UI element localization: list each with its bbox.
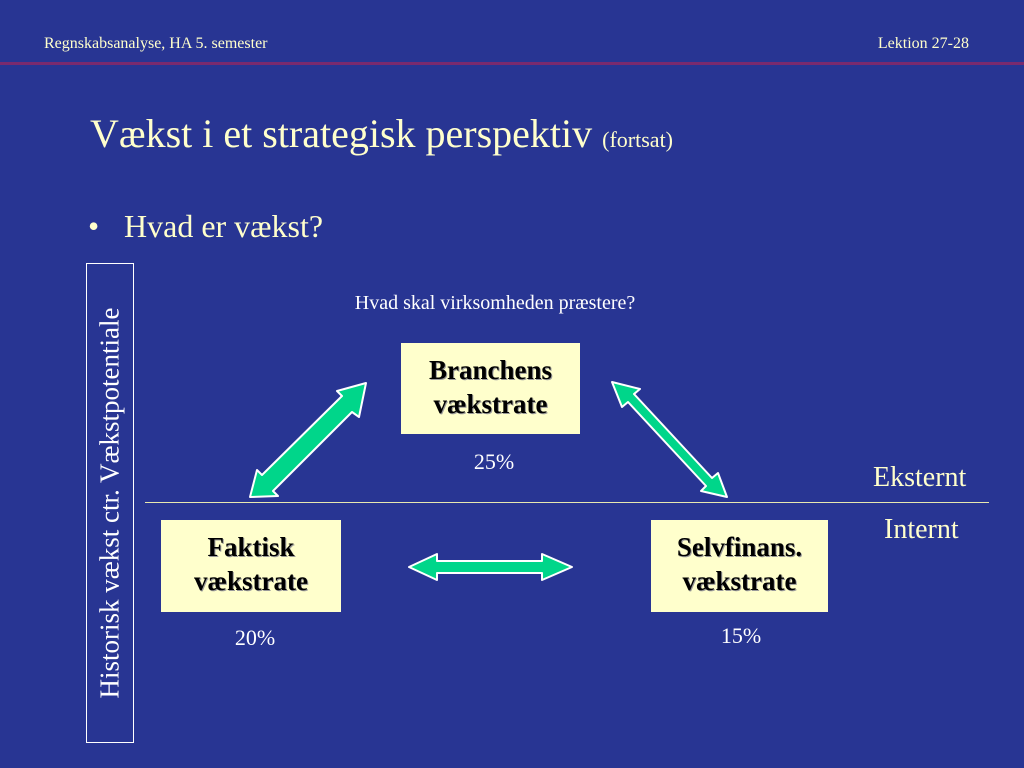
diagram-question: Hvad skal virksomheden præstere? [354, 292, 636, 314]
double-arrow-right [612, 382, 727, 497]
actual-growth-line2: vækstrate [194, 566, 308, 596]
slide-title [90, 110, 673, 157]
industry-growth-line1: Branchens [428, 355, 553, 385]
bullet-item [88, 208, 323, 245]
double-arrow-bottom [409, 554, 572, 580]
actual-growth-percent: 20% [234, 625, 276, 650]
actual-growth-line1: Faktisk [207, 532, 295, 562]
industry-growth-box [401, 343, 580, 434]
self-financed-growth-line1: Selvfinans. [676, 532, 803, 562]
lecture-header: Lektion 27-28 [877, 35, 969, 52]
external-label: Eksternt [873, 462, 967, 493]
header-divider [0, 62, 1024, 65]
vertical-label-box [86, 263, 134, 743]
bullet-marker: • [88, 208, 100, 244]
slide-title-suffix: (fortsat) [602, 127, 674, 152]
bullet-text: Hvad er vækst? [124, 208, 324, 244]
self-financed-growth-line2: vækstrate [682, 566, 797, 596]
self-financed-growth-box [651, 520, 828, 612]
industry-growth-line2: vækstrate [433, 389, 548, 419]
external-internal-divider [145, 502, 989, 503]
internal-label: Internt [884, 514, 959, 545]
course-header: Regnskabsanalyse, HA 5. semester [44, 35, 268, 52]
slide-title-text: Vækst i et strategisk perspektiv [90, 111, 593, 156]
double-arrow-left [250, 383, 366, 497]
actual-growth-box [161, 520, 341, 612]
industry-growth-percent: 25% [473, 449, 515, 474]
self-financed-growth-percent: 15% [720, 623, 762, 648]
vertical-label: Historisk vækst ctr. Vækstpotentiale [94, 307, 125, 699]
